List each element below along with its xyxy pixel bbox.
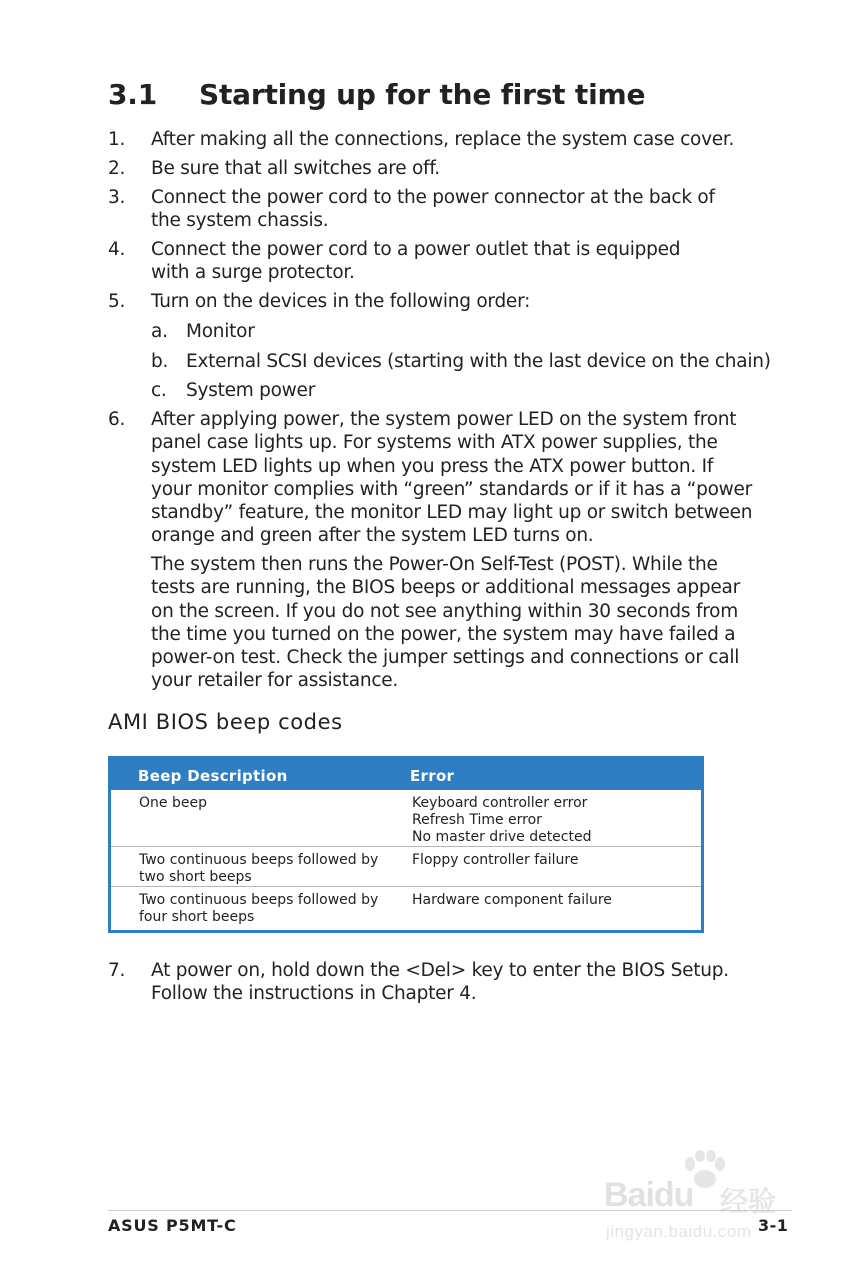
beep-text: four short beeps [139,909,255,926]
footer-model: ASUS P5MT-C [108,1216,237,1235]
beep-cell [139,892,389,926]
section-number: 3.1 [108,78,158,111]
section-title: Starting up for the first time [199,78,646,111]
row-divider [111,886,701,887]
sub-list-text: System power [186,380,316,401]
sub-list-item [151,379,315,402]
watermark-logo: Baidu [604,1176,694,1214]
error-text: Floppy controller failure [412,852,579,868]
sub-list-letter: a. [151,321,168,342]
error-cell [412,892,692,909]
list-number: 6. [108,409,126,430]
error-cell [412,852,692,869]
list-item [108,408,758,548]
list-text: After making all the connections, replace the system case cover. [151,129,735,150]
column-header-beep: Beep Description [138,767,288,785]
page-number: 3-1 [758,1216,789,1235]
sub-list-text: External SCSI devices (starting with the last device on the chain) [186,351,771,372]
table-body [111,790,701,930]
beep-text: Two continuous beeps followed by [139,852,379,868]
sub-list-item [151,350,771,373]
sub-list-letter: b. [151,351,169,372]
error-text: Hardware component failure [412,892,612,908]
column-header-error: Error [410,767,455,785]
list-text: At power on, hold down the <Del> key to enter the BIOS Setup. Follow the instructions in Chapter 4. [151,960,729,1005]
watermark-cn: 经验 [720,1185,777,1218]
error-text: Refresh Time error [412,812,542,829]
beep-cell [139,795,389,812]
list-text: Turn on the devices in the following order: [151,291,531,312]
sub-list-item [151,320,255,343]
beep-codes-table [108,756,704,933]
list-number: 2. [108,158,126,179]
row-divider [111,846,701,847]
beep-text: two short beeps [139,869,252,886]
list-text: Connect the power cord to a power outlet that is equipped with a surge protector. [151,239,681,284]
list-number: 3. [108,187,126,208]
list-text: Connect the power cord to the power connector at the back of the system chassis. [151,187,715,232]
section-heading [108,78,645,111]
list-item [108,290,758,313]
list-item [108,959,758,1006]
list-number: 1. [108,129,126,150]
list-item [108,186,728,233]
list-number: 7. [108,960,126,981]
list-number: 5. [108,291,126,312]
list-text: Be sure that all switches are off. [151,158,440,179]
baidu-watermark [600,1150,800,1250]
beep-text: One beep [139,795,207,811]
list-text: After applying power, the system power LED on the system front panel case lights up. For systems with ATX power supplies, the system LED lights up when you press the ATX power button. If your monitor complies with “green” standards or if it has a “power standby” feature, the monitor LED may light up or switch between orange and green after the system LED turns on. [151,409,753,547]
watermark-url: jingyan.baidu.com [606,1222,752,1241]
list-item [108,157,758,180]
beep-codes-heading: AMI BIOS beep codes [108,710,343,734]
error-text: Keyboard controller error [412,795,588,811]
error-text: No master drive detected [412,829,592,846]
post-paragraph: The system then runs the Power-On Self-Test (POST). While the tests are running, the BIOS beeps or additional messages appear on the screen. If you do not see anything within 30 seconds from the time you turned on the power, the system may have failed a power-on test. Check the jumper settings and connections or call your retailer for assistance. [151,554,740,692]
table-header [111,756,701,790]
list-number: 4. [108,239,126,260]
list-item [108,238,718,285]
list-item [108,128,758,151]
sub-list-text: Monitor [186,321,255,342]
error-cell [412,795,692,847]
sub-list-letter: c. [151,380,167,401]
beep-cell [139,852,389,886]
beep-text: Two continuous beeps followed by [139,892,379,908]
